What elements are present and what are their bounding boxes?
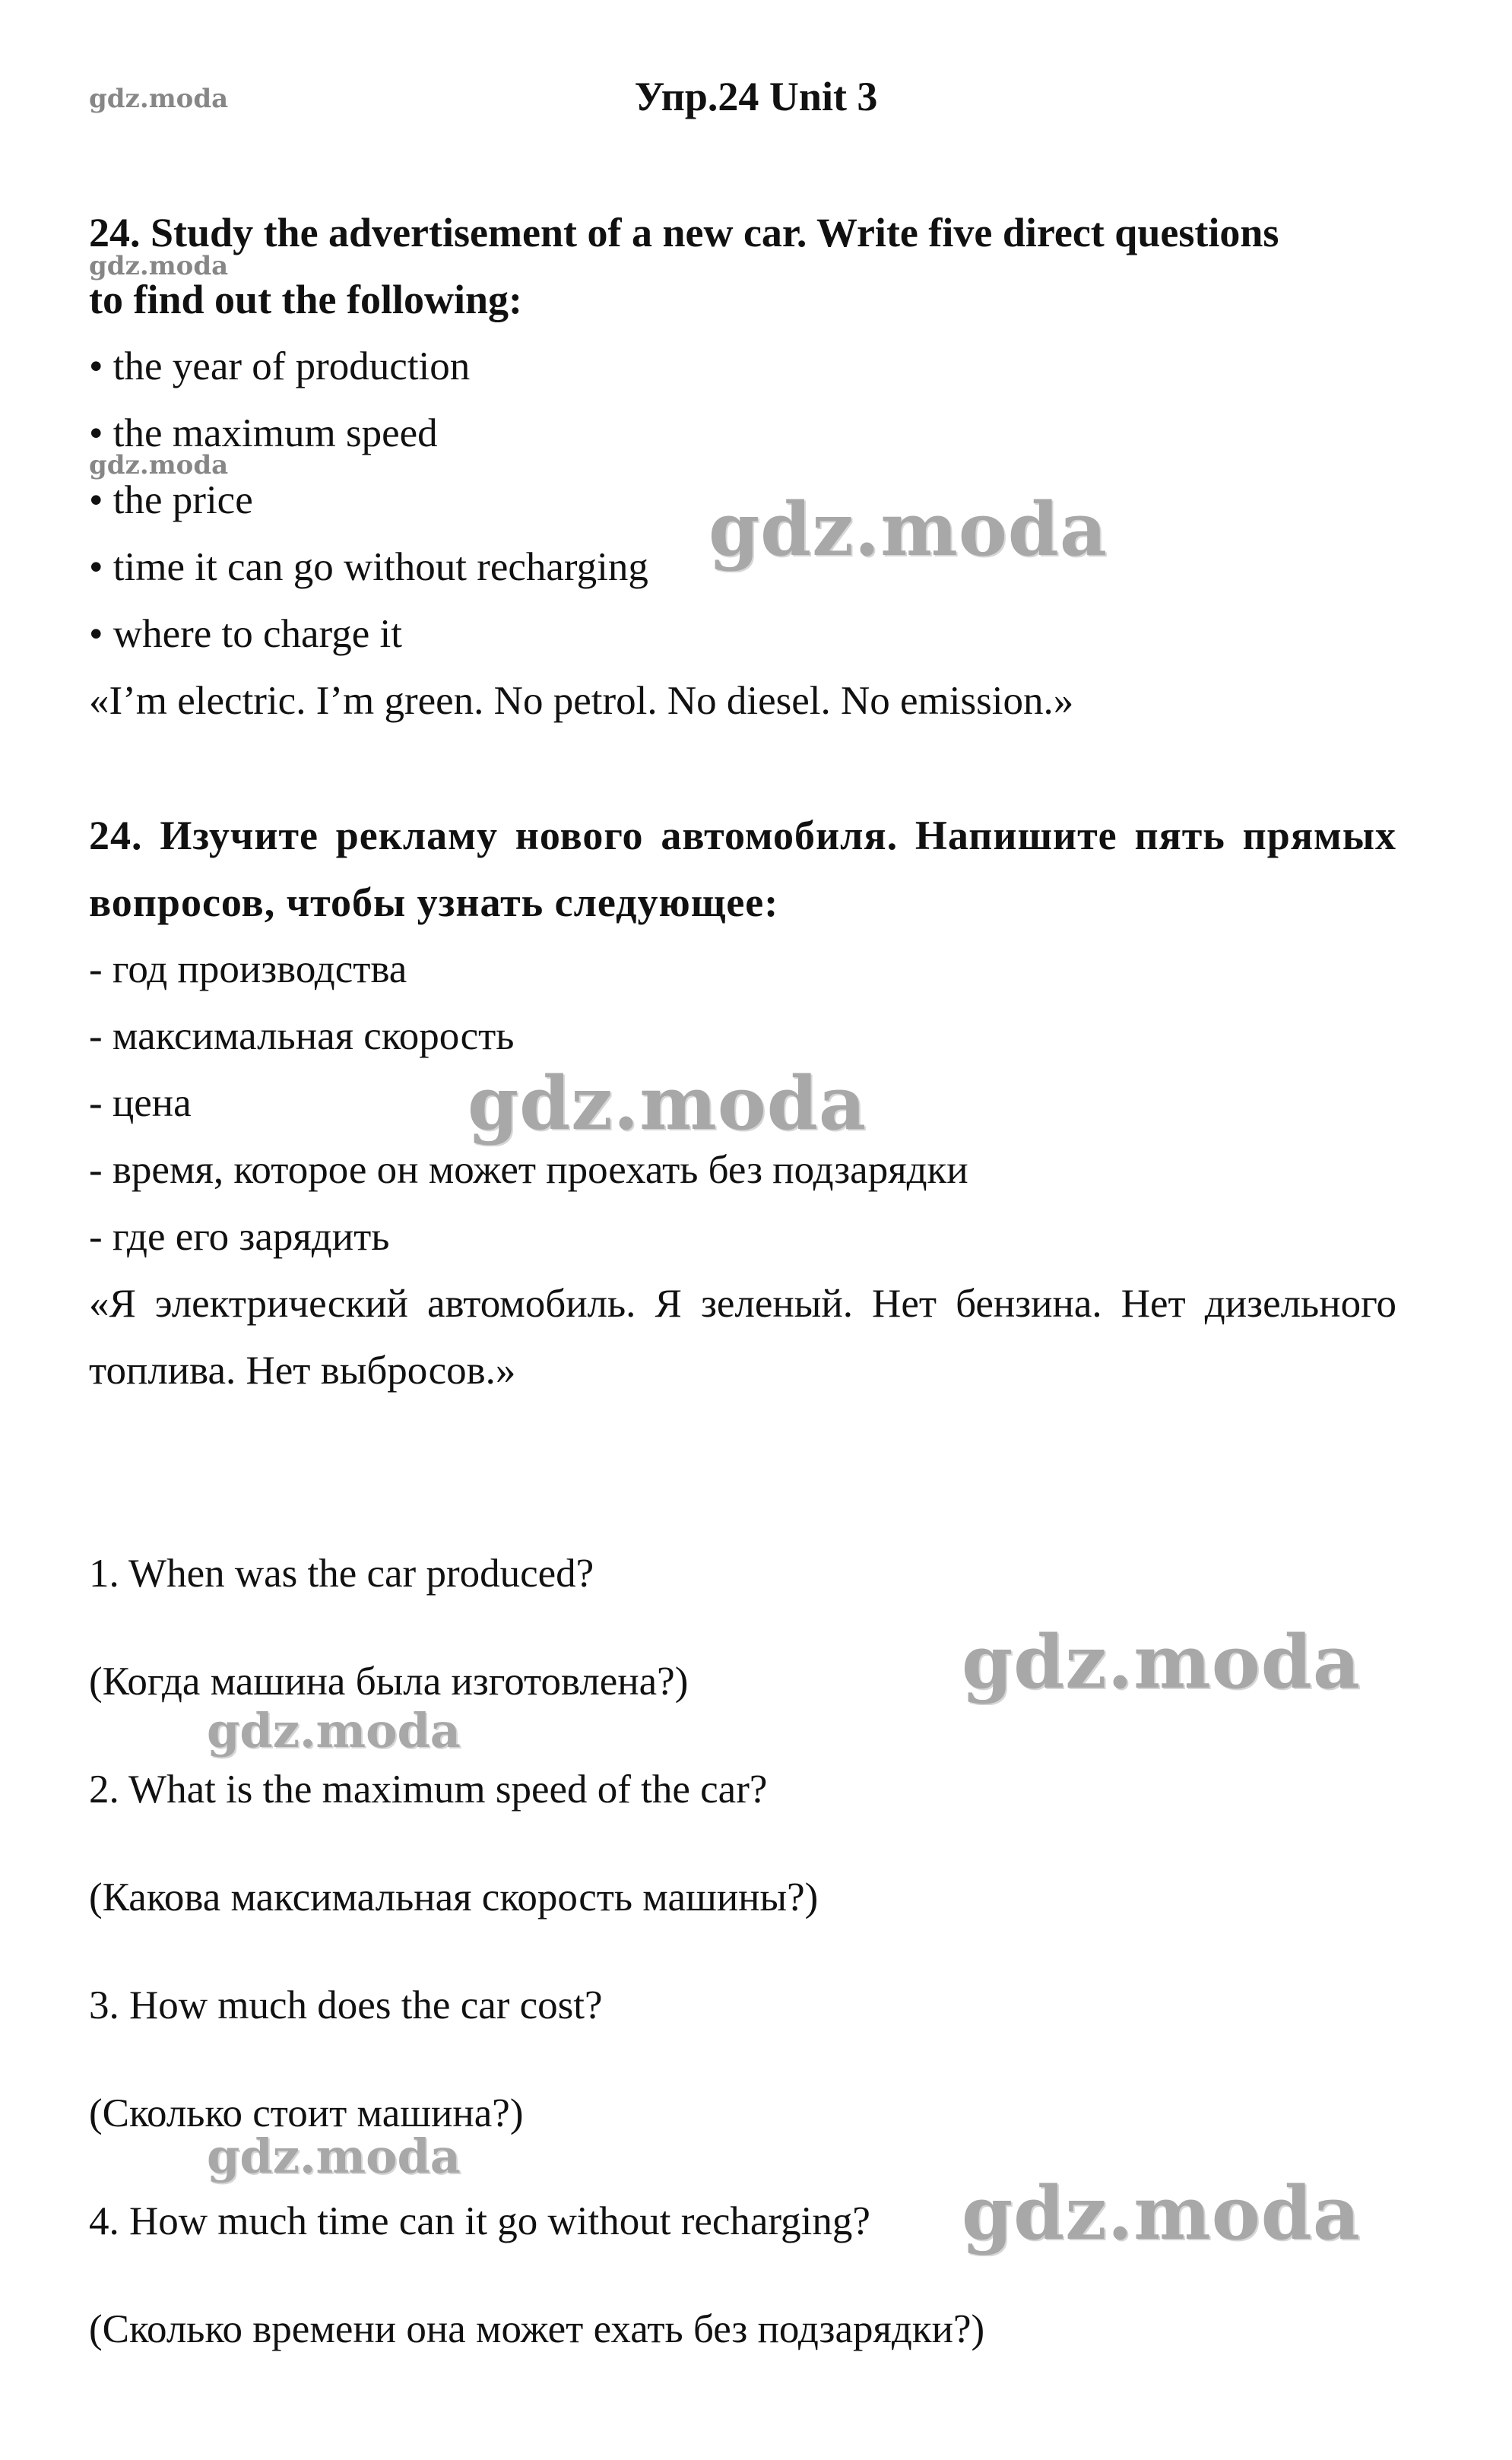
english-heading-line-1: 24. Study the advertisement of a new car. Write five direct questions — [89, 210, 1279, 255]
watermark: gdz.moda — [468, 1060, 867, 1146]
english-bullet-speed: • the maximum speed — [89, 411, 438, 455]
watermark: gdz.moda — [89, 251, 229, 281]
page-title: Упр.24 Unit 3 — [634, 74, 878, 119]
russian-quote: «Я электрический автомобиль. Я зеленый. Нет бензина. Нет дизельного топлива. Нет выбросов.» — [89, 1282, 1396, 1393]
russian-item-price: - цена — [89, 1081, 192, 1125]
answer-2-question: 2. What is the maximum speed of the car? — [89, 1767, 768, 1812]
answer-2-translation: (Какова максимальная скорость машины?) — [89, 1875, 819, 1919]
english-bullet-price: • the price — [89, 478, 253, 522]
watermark: gdz.moda — [207, 1703, 461, 1758]
answer-3-question: 3. How much does the car cost? — [89, 1983, 603, 2027]
english-bullet-year: • the year of production — [89, 344, 471, 388]
russian-item-year: - год производства — [89, 947, 407, 991]
english-task — [89, 199, 1396, 734]
watermark: gdz.moda — [89, 450, 229, 480]
watermark: gdz.moda — [962, 2170, 1361, 2256]
answer-4-translation: (Сколько времени она может ехать без подзарядки?) — [89, 2307, 985, 2351]
watermark: gdz.moda — [708, 487, 1108, 572]
watermark: gdz.moda — [207, 2129, 461, 2184]
english-quote: «I’m electric. I’m green. No petrol. No diesel. No emission.» — [89, 679, 1074, 723]
answer-3-translation: (Сколько стоит машина?) — [89, 2091, 524, 2135]
russian-item-charging-place: - где его зарядить — [89, 1215, 390, 1259]
russian-item-speed: - максимальная скорость — [89, 1014, 515, 1058]
english-heading-line-2: to find out the following: — [89, 277, 523, 322]
watermark: gdz.moda — [962, 1619, 1361, 1705]
answer-1-question: 1. When was the car produced? — [89, 1552, 594, 1596]
russian-item-recharging: - время, которое он может проехать без подзарядки — [89, 1148, 968, 1192]
english-bullet-recharging: • time it can go without recharging — [89, 545, 648, 589]
answer-1-translation: (Когда машина была изготовлена?) — [89, 1660, 689, 1704]
russian-heading: 24. Изучите рекламу нового автомобиля. Напишите пять прямых вопросов, чтобы узнать следующее: — [89, 813, 1396, 925]
watermark: gdz.moda — [89, 84, 229, 114]
english-bullet-charging-place: • where to charge it — [89, 612, 402, 656]
answer-4-question: 4. How much time can it go without recharging? — [89, 2199, 870, 2243]
